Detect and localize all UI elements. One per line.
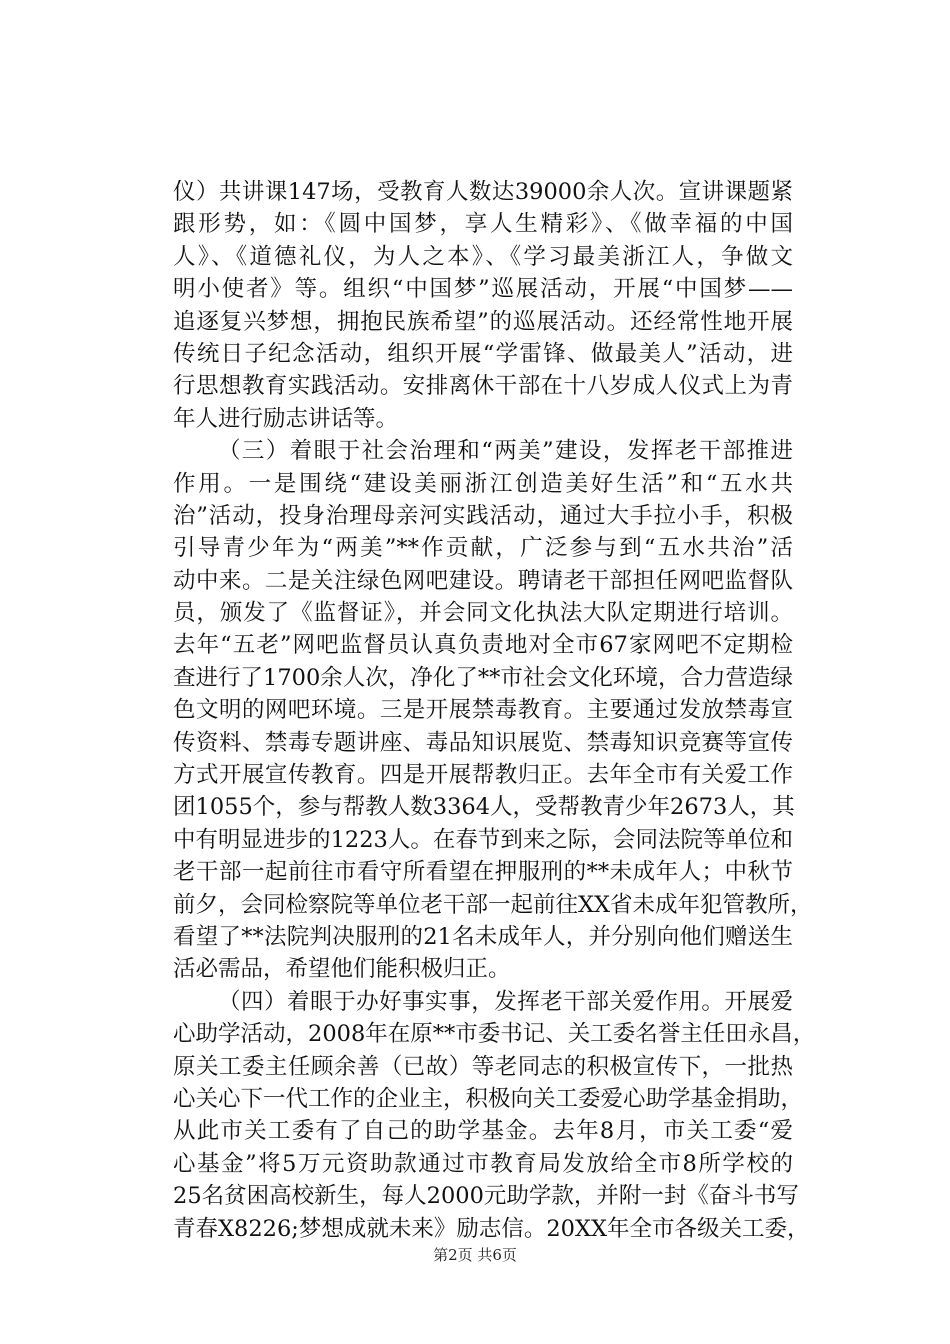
text-line: 从此市关工委有了自己的助学基金。去年8月，市关工委“爱: [173, 1118, 793, 1145]
text-line: 仪）共讲课147场，受教育人数达39000余人次。宣讲课题紧: [173, 179, 793, 205]
text-line: 心助学活动，2008年在原**市委书记、关工委名誉主任田永昌，: [173, 1021, 816, 1048]
text-line: 看望了**法院判决服刑的21名未成年人，并分别向他们赠送生: [173, 923, 793, 950]
text-line: 去年“五老”网吧监督员认真负责地对全市67家网吧不定期检: [173, 632, 793, 659]
text-line: 引导青少年为“两美”**作贡献，广泛参与到“五水共治”活: [173, 535, 793, 562]
text-line: 治”活动，投身治理母亲河实践活动，通过大手拉小手，积极: [173, 502, 793, 529]
text-line: 前夕，会同检察院等单位老干部一起前往XX省未成年犯管教所，: [173, 891, 813, 918]
text-line: 心关心下一代工作的企业主，积极向关工委爱心助学基金捐助，: [173, 1085, 804, 1112]
text-line: 员，颁发了《监督证》，并会同文化执法大队定期进行培训。: [173, 600, 793, 627]
text-line: 年人进行励志讲话等。: [173, 405, 399, 432]
text-line: 行思想教育实践活动。安排离休干部在十八岁成人仪式上为青: [173, 373, 793, 400]
text-line: 跟形势，如：《圆中国梦，享人生精彩》、《做幸福的中国: [173, 211, 793, 238]
text-line: 方式开展宣传教育。四是开展帮教归正。去年全市有关爱工作: [173, 762, 793, 789]
text-line: 传统日子纪念活动，组织开展“学雷锋、做最美人”活动，进: [173, 340, 793, 367]
text-line: 青春X8226;梦想成就未来》励志信。20XX年全市各级关工委，: [173, 1215, 810, 1242]
text-line: 团1055个，参与帮教人数3364人，受帮教青少年2673人，其: [173, 794, 795, 821]
text-line: 查进行了1700余人次，净化了**市社会文化环境，合力营造绿: [173, 664, 793, 691]
text-line: 原关工委主任顾余善（已故）等老同志的积极宣传下，一批热: [173, 1053, 793, 1080]
text-line: 作用。一是围绕“建设美丽浙江创造美好生活”和“五水共: [173, 470, 793, 497]
text-line: 追逐复兴梦想，拥抱民族希望”的巡展活动。还经常性地开展: [173, 308, 793, 335]
text-line: 中有明显进步的1223人。在春节到来之际，会同法院等单位和: [173, 826, 793, 853]
text-line: 动中来。二是关注绿色网吧建设。聘请老干部担任网吧监督队: [173, 567, 793, 594]
text-line: 色文明的网吧环境。三是开展禁毒教育。主要通过发放禁毒宣: [173, 697, 793, 724]
text-line: 活必需品，希望他们能积极归正。: [173, 956, 511, 983]
text-line: 老干部一起前往市看守所看望在押服刑的**未成年人；中秋节: [173, 859, 793, 886]
text-line: 传资料、禁毒专题讲座、毒品知识展览、禁毒知识竞赛等宣传: [173, 729, 793, 756]
page-footer: 第2页 共6页: [433, 1246, 517, 1264]
document-body: [173, 176, 816, 1245]
text-line: 人》、《道德礼仪，为人之本》、《学习最美浙江人，争做文: [173, 243, 793, 270]
text-line: 明小使者》等。组织“中国梦”巡展活动，开展“中国梦——: [173, 276, 793, 303]
text-line: 心基金”将5万元资助款通过市教育局发放给全市8所学校的: [173, 1150, 793, 1177]
text-line: （四）着眼于办好事实事，发挥老干部关爱作用。开展爱: [218, 988, 793, 1015]
text-line: （三）着眼于社会治理和“两美”建设，发挥老干部推进: [218, 438, 793, 465]
text-line: 25名贫困高校新生，每人2000元助学款，并附一封《奋斗书写: [173, 1183, 799, 1210]
